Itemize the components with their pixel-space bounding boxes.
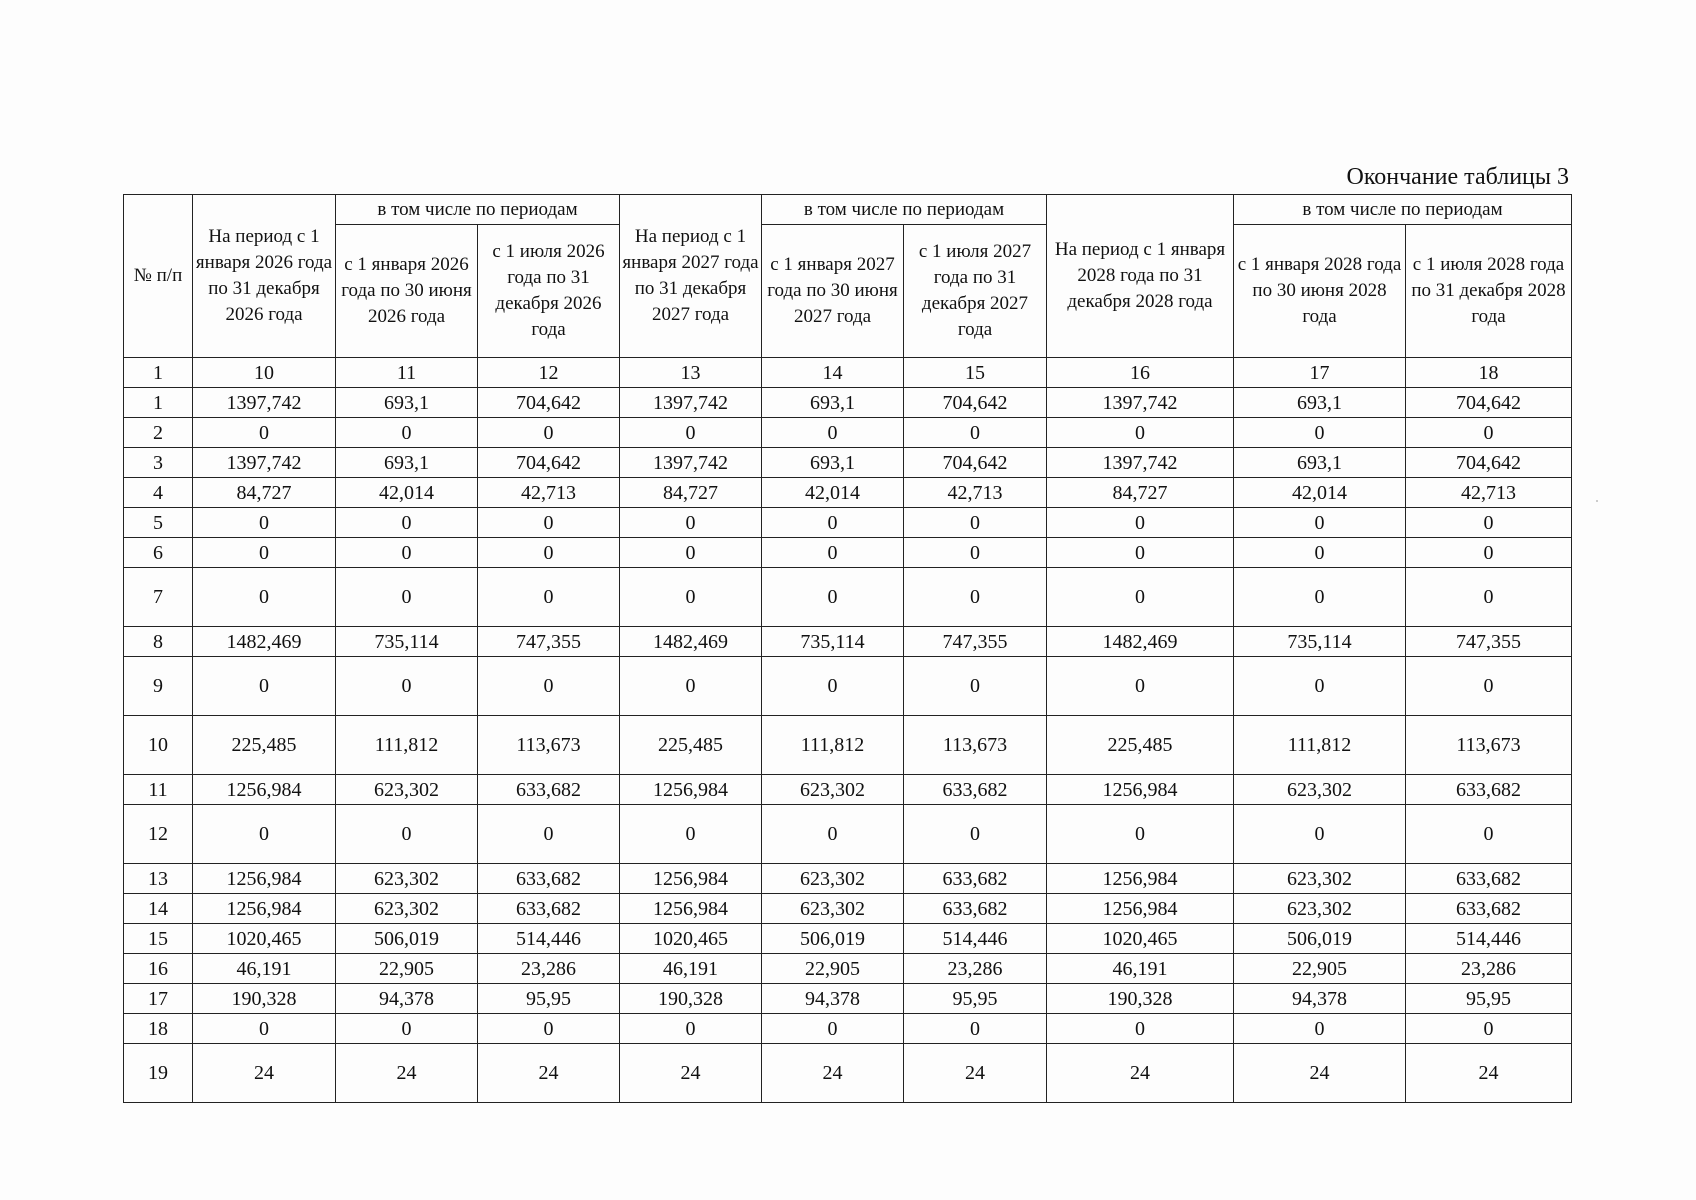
cell-value: 0 [336,508,478,538]
cell-value: 0 [762,418,904,448]
cell-value: 1256,984 [620,775,762,805]
table-row [124,508,1572,538]
cell-value: 0 [904,418,1047,448]
cell-value: 46,191 [620,954,762,984]
table-row [124,954,1572,984]
header-h2-2026: с 1 июля 2026 года по 31 декабря 2026 года [478,225,620,358]
row-number: 11 [124,775,193,805]
cell-value: 0 [1234,418,1406,448]
header-including-2028: в том числе по периодам [1234,195,1572,225]
cell-value: 0 [762,1014,904,1044]
column-number-row [124,358,1572,388]
header-h1-2026: с 1 января 2026 года по 30 июня 2026 года [336,225,478,358]
cell-value: 1256,984 [1047,894,1234,924]
cell-value: 24 [762,1044,904,1103]
cell-value: 704,642 [904,448,1047,478]
column-number: 17 [1234,358,1406,388]
cell-value: 0 [478,1014,620,1044]
cell-value: 94,378 [336,984,478,1014]
cell-value: 84,727 [1047,478,1234,508]
row-number: 13 [124,864,193,894]
cell-value: 693,1 [1234,388,1406,418]
cell-value: 0 [762,508,904,538]
cell-value: 0 [1406,508,1572,538]
cell-value: 0 [1406,568,1572,627]
row-number: 4 [124,478,193,508]
cell-value: 225,485 [193,716,336,775]
cell-value: 1256,984 [1047,775,1234,805]
cell-value: 1256,984 [193,775,336,805]
table-row [124,418,1572,448]
cell-value: 747,355 [1406,627,1572,657]
cell-value: 633,682 [1406,894,1572,924]
cell-value: 0 [193,657,336,716]
cell-value: 693,1 [1234,448,1406,478]
cell-value: 623,302 [762,864,904,894]
cell-value: 0 [1406,538,1572,568]
cell-value: 113,673 [1406,716,1572,775]
column-number: 10 [193,358,336,388]
cell-value: 24 [1234,1044,1406,1103]
row-number: 12 [124,805,193,864]
row-number: 9 [124,657,193,716]
cell-value: 24 [478,1044,620,1103]
cell-value: 0 [762,805,904,864]
cell-value: 0 [904,657,1047,716]
cell-value: 0 [762,538,904,568]
cell-value: 0 [762,568,904,627]
table-row [124,924,1572,954]
table-row [124,805,1572,864]
cell-value: 704,642 [1406,388,1572,418]
cell-value: 1020,465 [1047,924,1234,954]
cell-value: 693,1 [762,388,904,418]
table-row [124,1044,1572,1103]
cell-value: 190,328 [620,984,762,1014]
cell-value: 633,682 [1406,864,1572,894]
cell-value: 693,1 [336,388,478,418]
cell-value: 0 [1234,508,1406,538]
cell-value: 1256,984 [1047,864,1234,894]
row-number: 16 [124,954,193,984]
cell-value: 633,682 [1406,775,1572,805]
table-row [124,568,1572,627]
cell-value: 113,673 [904,716,1047,775]
cell-value: 0 [762,657,904,716]
cell-value: 0 [1234,1014,1406,1044]
cell-value: 0 [478,805,620,864]
cell-value: 514,446 [478,924,620,954]
row-number: 1 [124,388,193,418]
row-number: 3 [124,448,193,478]
cell-value: 95,95 [478,984,620,1014]
cell-value: 514,446 [1406,924,1572,954]
cell-value: 225,485 [620,716,762,775]
cell-value: 24 [1406,1044,1572,1103]
row-number: 15 [124,924,193,954]
cell-value: 506,019 [1234,924,1406,954]
cell-value: 1482,469 [193,627,336,657]
cell-value: 747,355 [904,627,1047,657]
row-number: 8 [124,627,193,657]
cell-value: 1482,469 [1047,627,1234,657]
cell-value: 1397,742 [1047,388,1234,418]
header-h1-2027: с 1 января 2027 года по 30 июня 2027 года [762,225,904,358]
header-including-2027: в том числе по периодам [762,195,1047,225]
cell-value: 0 [193,538,336,568]
cell-value: 225,485 [1047,716,1234,775]
cell-value: 623,302 [1234,775,1406,805]
table-body [124,388,1572,1103]
header-h1-2028: с 1 января 2028 года по 30 июня 2028 года [1234,225,1406,358]
table-row [124,716,1572,775]
cell-value: 0 [1234,568,1406,627]
cell-value: 1397,742 [193,448,336,478]
cell-value: 693,1 [336,448,478,478]
cell-value: 111,812 [336,716,478,775]
table-row [124,478,1572,508]
cell-value: 1256,984 [193,864,336,894]
cell-value: 623,302 [1234,864,1406,894]
cell-value: 24 [336,1044,478,1103]
cell-value: 42,014 [336,478,478,508]
cell-value: 506,019 [336,924,478,954]
cell-value: 0 [193,568,336,627]
cell-value: 22,905 [1234,954,1406,984]
cell-value: 0 [620,508,762,538]
cell-value: 0 [478,508,620,538]
table-row [124,775,1572,805]
cell-value: 1256,984 [620,894,762,924]
cell-value: 704,642 [478,448,620,478]
row-number: 7 [124,568,193,627]
cell-value: 0 [478,538,620,568]
cell-value: 113,673 [478,716,620,775]
cell-value: 0 [904,538,1047,568]
cell-value: 94,378 [1234,984,1406,1014]
cell-value: 735,114 [336,627,478,657]
cell-value: 84,727 [620,478,762,508]
cell-value: 0 [620,657,762,716]
column-number: 14 [762,358,904,388]
cell-value: 1397,742 [620,448,762,478]
cell-value: 0 [193,1014,336,1044]
cell-value: 42,014 [762,478,904,508]
cell-value: 0 [1047,568,1234,627]
header-period-2027: На период с 1 января 2027 года по 31 декабря 2027 года [620,195,762,358]
cell-value: 0 [1047,508,1234,538]
cell-value: 747,355 [478,627,620,657]
column-number: 13 [620,358,762,388]
cell-value: 0 [1406,1014,1572,1044]
cell-value: 0 [478,657,620,716]
cell-value: 0 [904,805,1047,864]
cell-value: 0 [193,418,336,448]
cell-value: 1020,465 [620,924,762,954]
cell-value: 1397,742 [193,388,336,418]
cell-value: 23,286 [1406,954,1572,984]
cell-value: 22,905 [762,954,904,984]
cell-value: 0 [1406,657,1572,716]
cell-value: 0 [620,805,762,864]
cell-value: 623,302 [336,894,478,924]
cell-value: 704,642 [1406,448,1572,478]
cell-value: 0 [620,1014,762,1044]
cell-value: 735,114 [762,627,904,657]
cell-value: 24 [1047,1044,1234,1103]
table-caption: Окончание таблицы 3 [1346,164,1569,190]
cell-value: 0 [620,418,762,448]
table-row [124,538,1572,568]
header-period-2028: На период с 1 января 2028 года по 31 декабря 2028 года [1047,195,1234,358]
data-table [123,194,1572,1103]
row-number: 17 [124,984,193,1014]
cell-value: 623,302 [1234,894,1406,924]
cell-value: 514,446 [904,924,1047,954]
cell-value: 0 [1406,418,1572,448]
cell-value: 1397,742 [620,388,762,418]
cell-value: 24 [193,1044,336,1103]
cell-value: 0 [336,657,478,716]
table-row [124,1014,1572,1044]
column-number: 1 [124,358,193,388]
table-row [124,894,1572,924]
column-number: 12 [478,358,620,388]
cell-value: 0 [620,568,762,627]
cell-value: 0 [336,805,478,864]
cell-value: 623,302 [336,864,478,894]
cell-value: 623,302 [336,775,478,805]
cell-value: 693,1 [762,448,904,478]
cell-value: 0 [1047,418,1234,448]
cell-value: 42,713 [1406,478,1572,508]
scan-speck [1596,500,1598,502]
cell-value: 0 [904,1014,1047,1044]
cell-value: 0 [478,418,620,448]
header-period-2026: На период с 1 января 2026 года по 31 декабря 2026 года [193,195,336,358]
cell-value: 46,191 [193,954,336,984]
cell-value: 633,682 [904,864,1047,894]
cell-value: 1482,469 [620,627,762,657]
column-number: 11 [336,358,478,388]
row-number: 5 [124,508,193,538]
cell-value: 22,905 [336,954,478,984]
cell-value: 735,114 [1234,627,1406,657]
cell-value: 95,95 [904,984,1047,1014]
row-number: 2 [124,418,193,448]
cell-value: 0 [904,568,1047,627]
header-h2-2028: с 1 июля 2028 года по 31 декабря 2028 года [1406,225,1572,358]
cell-value: 633,682 [478,864,620,894]
cell-value: 0 [193,805,336,864]
cell-value: 0 [1047,805,1234,864]
cell-value: 1020,465 [193,924,336,954]
cell-value: 0 [1234,805,1406,864]
cell-value: 0 [1047,657,1234,716]
row-number: 18 [124,1014,193,1044]
column-number: 18 [1406,358,1572,388]
cell-value: 0 [1047,538,1234,568]
cell-value: 190,328 [1047,984,1234,1014]
cell-value: 0 [904,508,1047,538]
cell-value: 0 [1234,538,1406,568]
cell-value: 0 [478,568,620,627]
cell-value: 42,713 [478,478,620,508]
cell-value: 506,019 [762,924,904,954]
cell-value: 633,682 [478,775,620,805]
cell-value: 0 [1406,805,1572,864]
cell-value: 0 [620,538,762,568]
header-h2-2027: с 1 июля 2027 года по 31 декабря 2027 года [904,225,1047,358]
column-number: 15 [904,358,1047,388]
cell-value: 0 [336,1014,478,1044]
cell-value: 1397,742 [1047,448,1234,478]
table-row [124,627,1572,657]
cell-value: 704,642 [478,388,620,418]
cell-value: 23,286 [904,954,1047,984]
row-number: 6 [124,538,193,568]
header-number: № п/п [124,195,193,358]
cell-value: 633,682 [904,775,1047,805]
cell-value: 633,682 [478,894,620,924]
table-row [124,984,1572,1014]
table-row [124,388,1572,418]
cell-value: 42,713 [904,478,1047,508]
cell-value: 0 [193,508,336,538]
cell-value: 0 [336,568,478,627]
cell-value: 24 [904,1044,1047,1103]
cell-value: 111,812 [1234,716,1406,775]
cell-value: 0 [1047,1014,1234,1044]
cell-value: 95,95 [1406,984,1572,1014]
cell-value: 42,014 [1234,478,1406,508]
row-number: 10 [124,716,193,775]
column-number: 16 [1047,358,1234,388]
cell-value: 1256,984 [193,894,336,924]
row-number: 19 [124,1044,193,1103]
cell-value: 190,328 [193,984,336,1014]
cell-value: 623,302 [762,894,904,924]
cell-value: 84,727 [193,478,336,508]
cell-value: 633,682 [904,894,1047,924]
table-row [124,657,1572,716]
cell-value: 24 [620,1044,762,1103]
table-row [124,864,1572,894]
cell-value: 0 [1234,657,1406,716]
cell-value: 46,191 [1047,954,1234,984]
cell-value: 623,302 [762,775,904,805]
cell-value: 1256,984 [620,864,762,894]
header-including-2026: в том числе по периодам [336,195,620,225]
row-number: 14 [124,894,193,924]
cell-value: 94,378 [762,984,904,1014]
cell-value: 704,642 [904,388,1047,418]
cell-value: 0 [336,538,478,568]
cell-value: 111,812 [762,716,904,775]
cell-value: 23,286 [478,954,620,984]
table-row [124,448,1572,478]
cell-value: 0 [336,418,478,448]
